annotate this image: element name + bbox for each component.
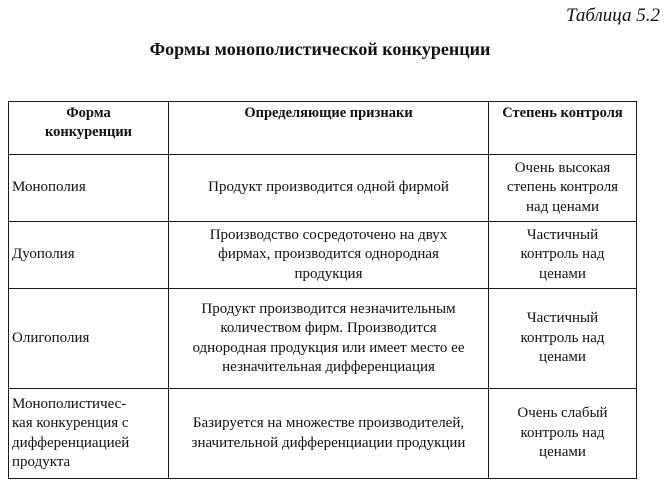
cell-control: Очень высокая степень контроля над ценами [489, 155, 637, 222]
table-number: Таблица 5.2 [566, 5, 660, 26]
header-row [9, 102, 637, 155]
cell-features: Базируется на множестве производителей, значительной дифференциации продукции [169, 389, 489, 479]
header-form-text: Форма конкуренции [44, 105, 133, 140]
cell-form: Дуополия [9, 222, 169, 289]
cell-control: Очень слабый контроль над ценами [489, 389, 637, 479]
table-title: Формы монополистической конкуренции [149, 39, 491, 59]
cell-form: Олигополия [9, 289, 169, 389]
cell-control: Частичный контроль над ценами [489, 222, 637, 289]
table-row [9, 289, 637, 389]
cell-control: Частичный контроль над ценами [489, 289, 637, 389]
table-row [9, 155, 637, 222]
header-control-text: Степень контроля [502, 105, 623, 121]
cell-features: Продукт производится незначительным количеством фирм. Производится однородная продукция или имеет место ее незначительная дифференциация [169, 289, 489, 389]
header-features [169, 102, 489, 155]
cell-form: Монополистичес- кая конкуренция с дифференциацией продукта [9, 389, 169, 479]
cell-form: Монополия [9, 155, 169, 222]
header-form [9, 102, 169, 155]
header-features-text: Определяющие признаки [244, 105, 413, 121]
table-row [9, 222, 637, 289]
cell-features: Производство сосредоточено на двух фирмах, производится однородная продукция [169, 222, 489, 289]
competition-forms-table [8, 101, 637, 479]
header-control [489, 102, 637, 155]
cell-features: Продукт производится одной фирмой [169, 155, 489, 222]
table-row [9, 389, 637, 479]
